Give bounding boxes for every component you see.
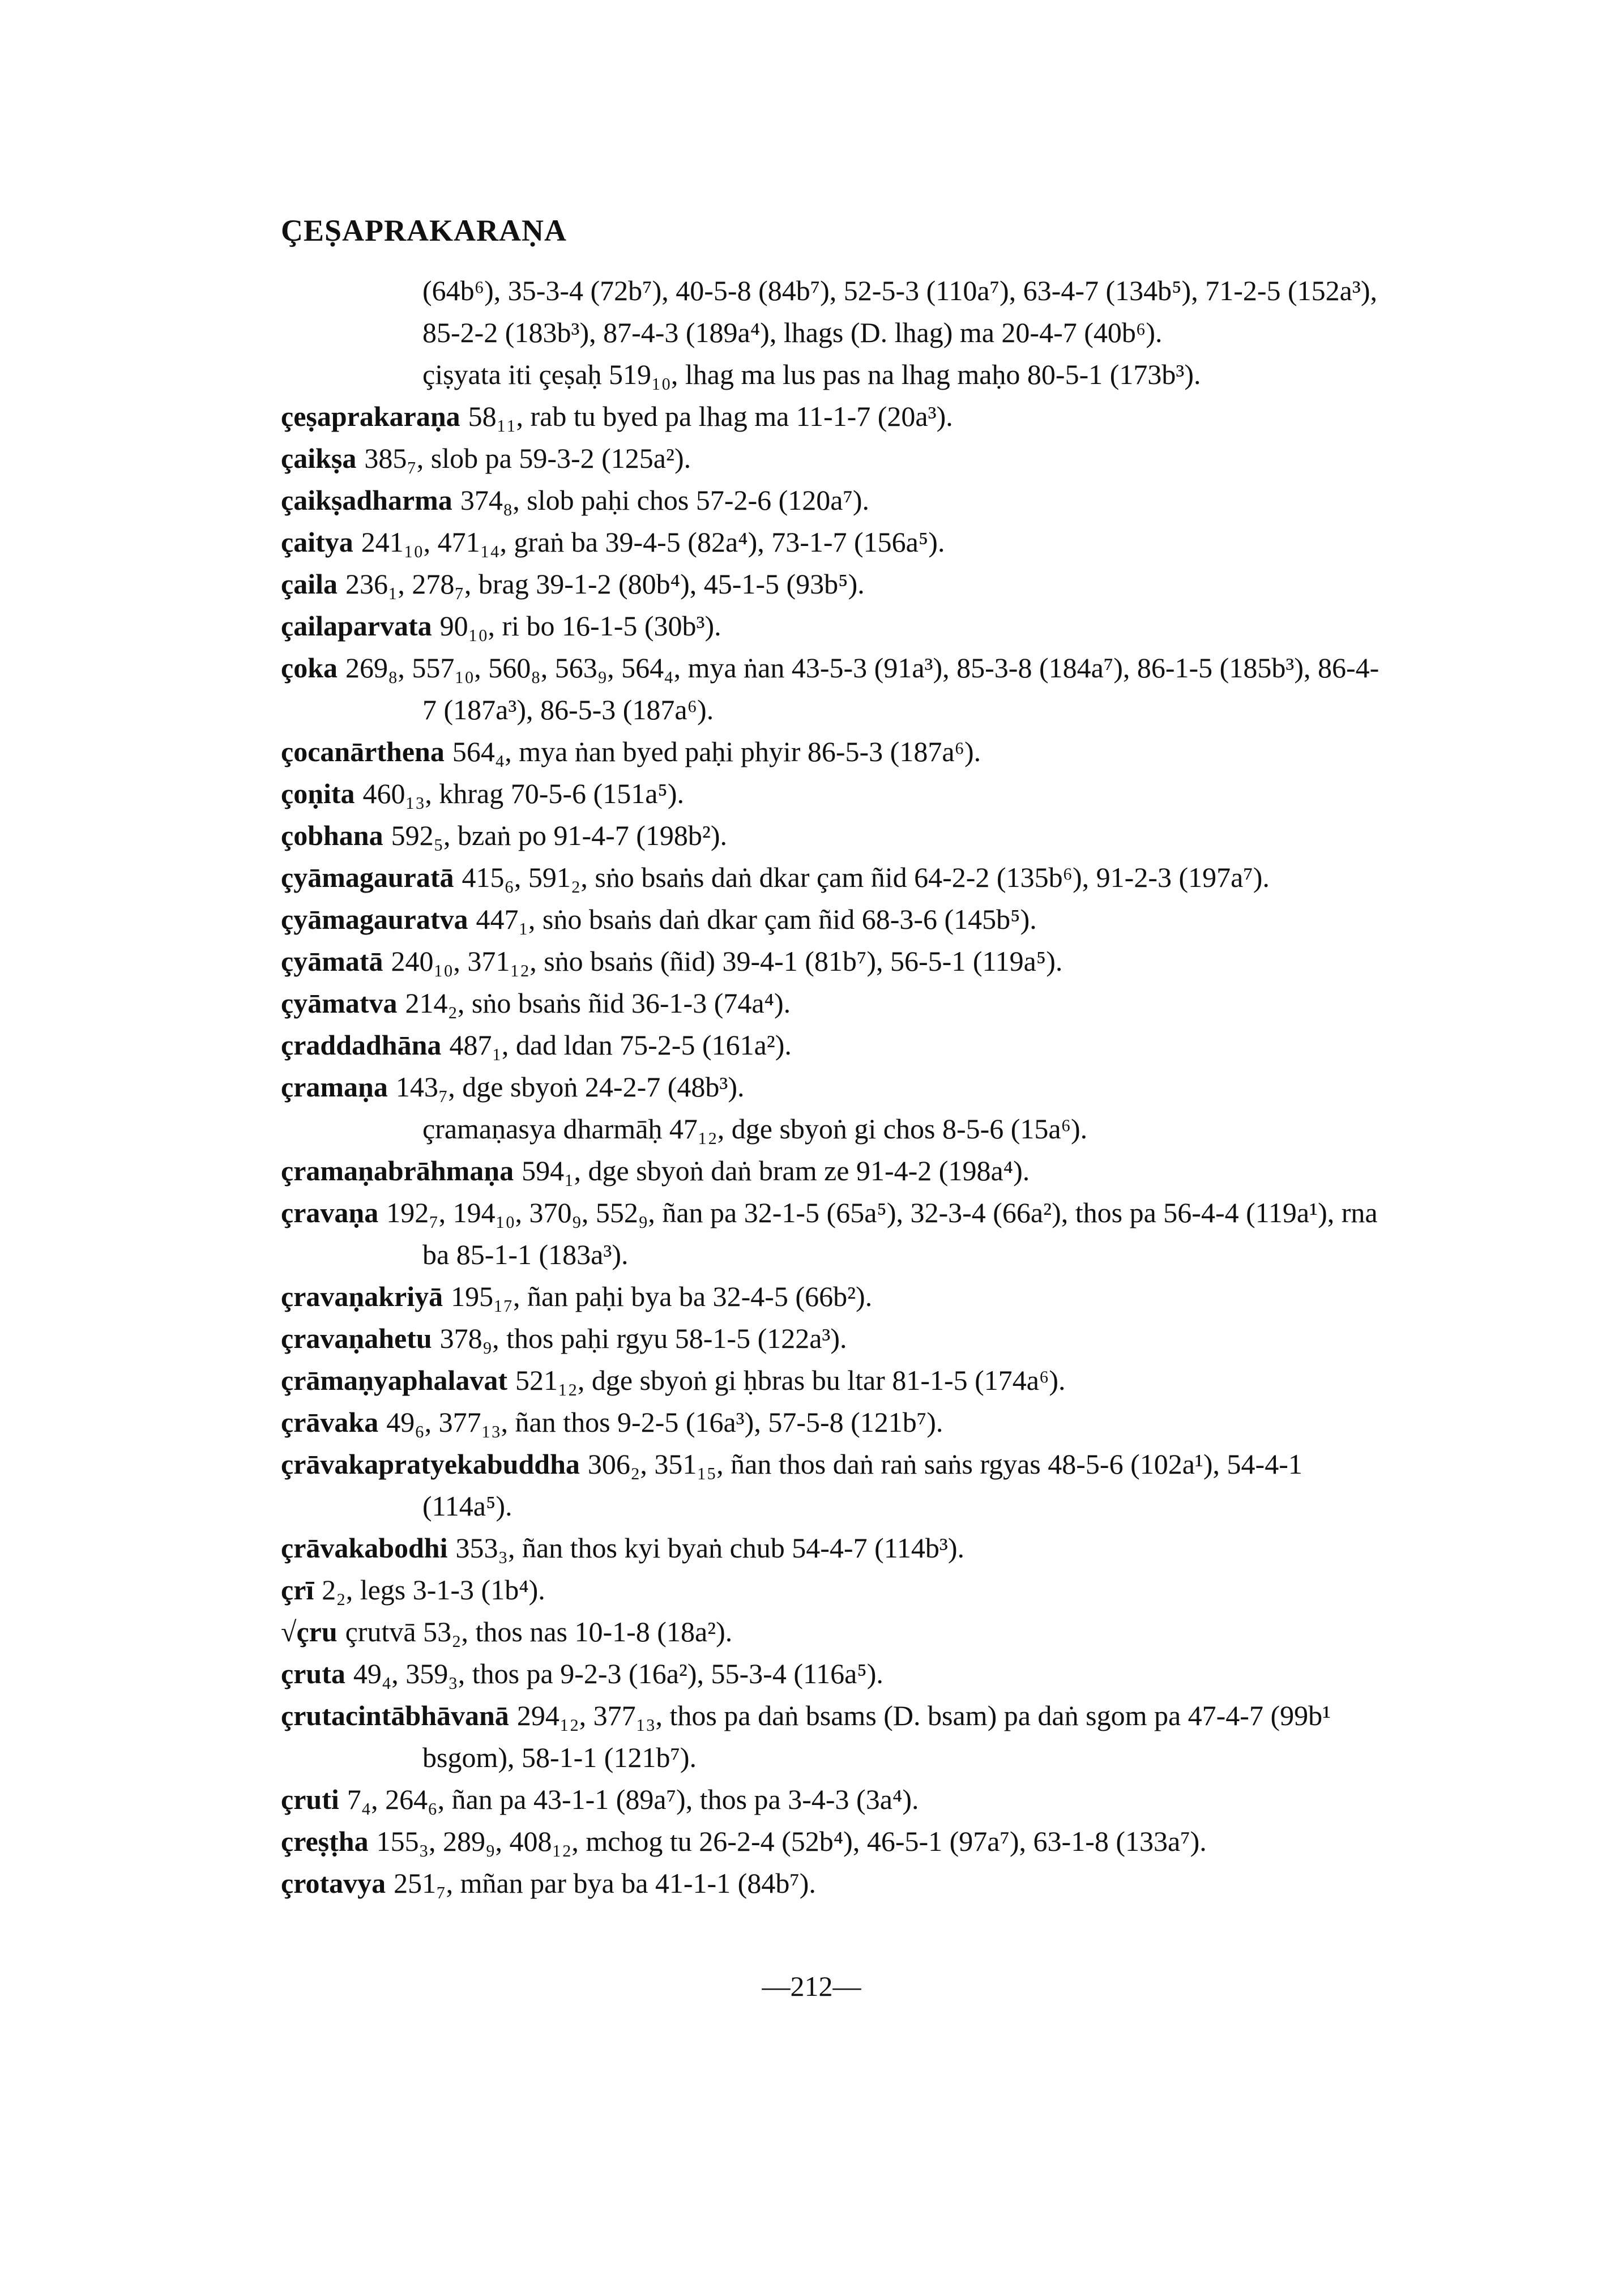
entry-headword: çyāmatā [281, 945, 383, 977]
entry-references: 49₄, 359₃, thos pa 9-2-3 (16a²), 55-3-4 (116a⁵). [353, 1658, 883, 1689]
entry-references: 241₁₀, 471₁₄, graṅ ba 39-4-5 (82a⁴), 73-1-7 (156a⁵). [361, 526, 945, 558]
entry-references: 2₂, legs 3-1-3 (1b⁴). [322, 1574, 545, 1606]
entry-headword: çobhana [281, 820, 383, 851]
entry-headword: çrāmaṇyaphalavat [281, 1364, 507, 1396]
dictionary-entry [281, 1401, 1391, 1443]
entry-references: 306₂, 351₁₅, ñan thos daṅ raṅ saṅs rgyas 48-5-6 (102a¹), 54-4-1 (114a⁵). [422, 1448, 1302, 1522]
entry-references: 195₁₇, ñan paḥi bya ba 32-4-5 (66b²). [451, 1281, 873, 1312]
dictionary-entry [281, 940, 1391, 982]
entry-references: 447₁, sṅo bsaṅs daṅ dkar çam ñid 68-3-6 (145b⁵). [476, 903, 1037, 935]
entry-headword: √çru [281, 1616, 338, 1648]
entry-continuation [281, 1108, 1391, 1150]
entry-references: 155₃, 289₉, 408₁₂, mchog tu 26-2-4 (52b⁴), 46-5-1 (97a⁷), 63-1-8 (133a⁷). [376, 1825, 1207, 1857]
entry-references: 353₃, ñan thos kyi byaṅ chub 54-4-7 (114b³). [455, 1532, 965, 1564]
dictionary-entry [281, 773, 1391, 814]
entry-references: 487₁, dad ldan 75-2-5 (161a²). [449, 1029, 792, 1061]
entry-headword: çraddadhāna [281, 1029, 442, 1061]
running-header: ÇEṢAPRAKARAṆA [281, 214, 567, 247]
dictionary-entry [281, 814, 1391, 856]
entry-headword: çramaṇabrāhmaṇa [281, 1155, 514, 1187]
dictionary-entry [281, 1317, 1391, 1359]
dictionary-entry [281, 898, 1391, 940]
entry-continuation [281, 270, 1391, 353]
entry-references: 592₅, bzaṅ po 91-4-7 (198b²). [391, 820, 728, 851]
dictionary-entry [281, 1024, 1391, 1066]
dictionary-entry [281, 479, 1391, 521]
entry-headword: çaitya [281, 526, 353, 558]
entry-references: 594₁, dge sbyoṅ daṅ bram ze 91-4-2 (198a⁴). [522, 1155, 1030, 1187]
entry-references: (64b⁶), 35-3-4 (72b⁷), 40-5-8 (84b⁷), 52-5-3 (110a⁷), 63-4-7 (134b⁵), 71-2-5 (152a³), 85-2-2 (183b³), 87-4-3 (189a⁴), lhags (D. lhag) ma 20-4-7 (40b⁶). [422, 275, 1377, 348]
entry-headword: çeṣaprakaraṇa [281, 400, 460, 432]
entry-references: 58₁₁, rab tu byed pa lhag ma 11-1-7 (20a³). [468, 400, 953, 432]
entry-headword: çrāvaka [281, 1406, 379, 1438]
entry-references: 214₂, sṅo bsaṅs ñid 36-1-3 (74a⁴). [405, 987, 791, 1019]
entry-references: çramaṇasya dharmāḥ 47₁₂, dge sbyoṅ gi chos 8-5-6 (15a⁶). [422, 1113, 1088, 1145]
dictionary-entry [281, 1527, 1391, 1569]
dictionary-entry [281, 1862, 1391, 1904]
entry-headword: çravaṇahetu [281, 1322, 432, 1354]
dictionary-entry [281, 437, 1391, 479]
dictionary-entry [281, 1275, 1391, 1317]
dictionary-entry [281, 1359, 1391, 1401]
entry-headword: çaikṣadharma [281, 484, 452, 516]
entry-references: 192₇, 194₁₀, 370₉, 552₉, ñan pa 32-1-5 (65a⁵), 32-3-4 (66a²), thos pa 56-4-4 (119a¹), rna ba 85-1-1 (183a³). [386, 1197, 1378, 1270]
dictionary-entry [281, 1150, 1391, 1192]
dictionary-entry [281, 731, 1391, 773]
entry-references: 385₇, slob pa 59-3-2 (125a²). [364, 442, 691, 474]
dictionary-entry [281, 1820, 1391, 1862]
entry-headword: çrāvakabodhi [281, 1532, 448, 1564]
entry-references: 240₁₀, 371₁₂, sṅo bsaṅs (ñid) 39-4-1 (81b⁷), 56-5-1 (119a⁵). [391, 945, 1063, 977]
dictionary-entry [281, 563, 1391, 605]
entry-headword: çrutacintābhāvanā [281, 1700, 509, 1731]
entry-continuation [281, 353, 1391, 395]
dictionary-entry [281, 1611, 1391, 1653]
entry-headword: çocanārthena [281, 736, 445, 767]
dictionary-entry [281, 1778, 1391, 1820]
entry-references: 294₁₂, 377₁₃, thos pa daṅ bsams (D. bsam) pa daṅ sgom pa 47-4-7 (99b¹ bsgom), 58-1-1 (121b⁷). [422, 1700, 1331, 1773]
entry-references: çiṣyata iti çeṣaḥ 519₁₀, lhag ma lus pas na lhag maḥo 80-5-1 (173b³). [422, 359, 1201, 390]
entry-references: çrutvā 53₂, thos nas 10-1-8 (18a²). [345, 1616, 733, 1648]
page-number: —212— [762, 1970, 861, 2002]
dictionary-entry [281, 856, 1391, 898]
entry-references: 143₇, dge sbyoṅ 24-2-7 (48b³). [395, 1071, 745, 1103]
entry-headword: çyāmagauratva [281, 903, 468, 935]
entry-list [281, 270, 1391, 1904]
entry-references: 251₇, mñan par bya ba 41-1-1 (84b⁷). [394, 1867, 816, 1899]
entry-headword: çyāmatva [281, 987, 398, 1019]
entry-headword: çaila [281, 568, 338, 600]
entry-headword: çrotavya [281, 1867, 386, 1899]
entry-headword: çruti [281, 1783, 339, 1815]
entry-headword: çruta [281, 1658, 345, 1689]
entry-references: 49₆, 377₁₃, ñan thos 9-2-5 (16a³), 57-5-8 (121b⁷). [386, 1406, 943, 1438]
entry-headword: çreṣṭha [281, 1825, 369, 1857]
entry-headword: çyāmagauratā [281, 861, 454, 893]
entry-references: 269₈, 557₁₀, 560₈, 563₉, 564₄, mya ṅan 43-5-3 (91a³), 85-3-8 (184a⁷), 86-1-5 (185b³), 86-4-7 (187a³), 86-5-3 (187a⁶). [345, 652, 1379, 725]
dictionary-entry [281, 605, 1391, 647]
entry-headword: çravaṇakriyā [281, 1281, 443, 1312]
entry-headword: çoka [281, 652, 338, 684]
entry-references: 7₄, 264₆, ñan pa 43-1-1 (89a⁷), thos pa 3-4-3 (3a⁴). [347, 1783, 919, 1815]
dictionary-entry [281, 1192, 1391, 1275]
entry-references: 90₁₀, ri bo 16-1-5 (30b³). [439, 610, 721, 642]
dictionary-entry [281, 1443, 1391, 1527]
dictionary-entry [281, 647, 1391, 731]
dictionary-entry [281, 1695, 1391, 1778]
entry-references: 564₄, mya ṅan byed paḥi phyir 86-5-3 (187a⁶). [452, 736, 981, 767]
entry-references: 378₉, thos paḥi rgyu 58-1-5 (122a³). [439, 1322, 847, 1354]
dictionary-entry [281, 982, 1391, 1024]
entry-headword: çoṇita [281, 778, 355, 809]
dictionary-entry [281, 1653, 1391, 1695]
entry-headword: çrāvakapratyekabuddha [281, 1448, 580, 1480]
entry-references: 460₁₃, khrag 70-5-6 (151a⁵). [362, 778, 684, 809]
entry-headword: çravaṇa [281, 1197, 379, 1228]
entry-references: 374₈, slob paḥi chos 57-2-6 (120a⁷). [460, 484, 870, 516]
dictionary-entry [281, 1066, 1391, 1108]
entry-references: 415₆, 591₂, sṅo bsaṅs daṅ dkar çam ñid 64-2-2 (135b⁶), 91-2-3 (197a⁷). [462, 861, 1270, 893]
entry-headword: çaikṣa [281, 442, 357, 474]
entry-headword: çramaṇa [281, 1071, 388, 1103]
entry-headword: çrī [281, 1574, 314, 1606]
entry-references: 521₁₂, dge sbyoṅ gi ḥbras bu ltar 81-1-5 (174a⁶). [515, 1364, 1066, 1396]
dictionary-entry [281, 395, 1391, 437]
entry-references: 236₁, 278₇, brag 39-1-2 (80b⁴), 45-1-5 (93b⁵). [345, 568, 865, 600]
entry-headword: çailaparvata [281, 610, 432, 642]
dictionary-entry [281, 521, 1391, 563]
dictionary-entry [281, 1569, 1391, 1611]
